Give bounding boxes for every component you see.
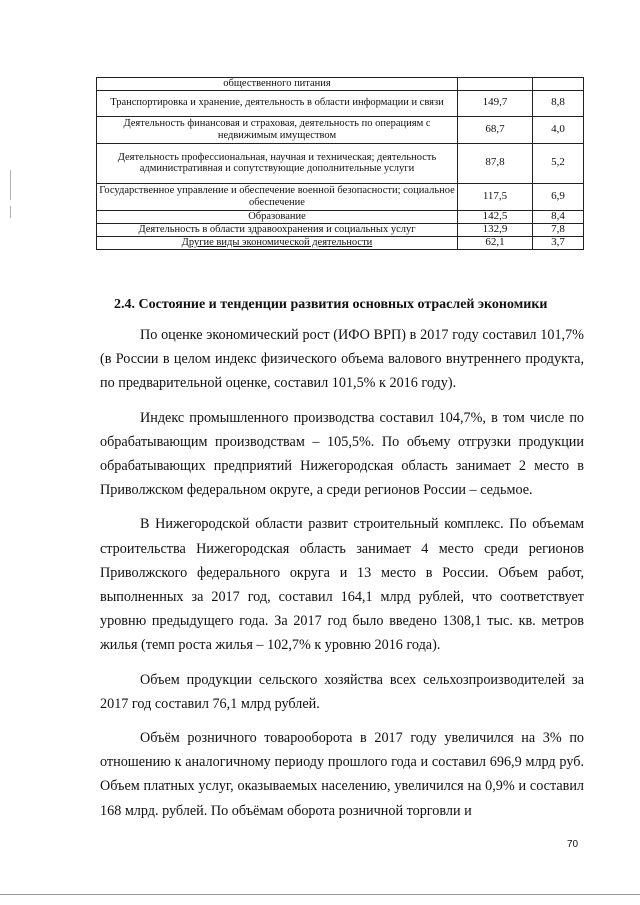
share-cell: 6,9 xyxy=(533,183,584,210)
value-cell: 149,7 xyxy=(458,90,533,116)
activity-name-cell: Образование xyxy=(97,210,458,223)
activity-name-text: Другие виды экономической деятельности xyxy=(181,236,373,248)
value-cell: 68,7 xyxy=(458,116,533,143)
value-cell xyxy=(458,78,533,91)
activity-name-cell: Транспортировка и хранение, деятельность в области информации и связи xyxy=(97,90,458,116)
activity-name-cell xyxy=(97,236,458,249)
share-cell: 5,2 xyxy=(533,143,584,183)
section-heading: 2.4. Состояние и тенденции развития основных отраслей экономики xyxy=(114,297,548,312)
value-cell: 117,5 xyxy=(458,183,533,210)
share-cell: 3,7 xyxy=(533,236,584,249)
table-row xyxy=(97,116,584,143)
share-cell xyxy=(533,78,584,91)
activity-name-cell: Государственное управление и обеспечение военной безопасности; социальное обеспечение xyxy=(97,183,458,210)
activity-name-cell: Деятельность финансовая и страховая, деятельность по операциям с недвижимым имуществом xyxy=(97,116,458,143)
paragraph: Индекс промышленного производства составил 104,7%, в том числе по обрабатывающим производствам – 105,5%. По объему отгрузки продукции обрабатывающих предприятий Нижегородская область занимает 2 место в Приволжском федеральном округе, а среди регионов России – седьмое. xyxy=(100,409,584,499)
economic-activity-table xyxy=(96,77,584,250)
table-row xyxy=(97,143,584,183)
bottom-rule xyxy=(0,894,640,895)
value-cell: 87,8 xyxy=(458,143,533,183)
paragraph: По оценке экономический рост (ИФО ВРП) в 2017 году составил 101,7% (в России в целом индекс физического объема валового внутреннего продукта, по предварительной оценке, составил 101,5% к 2016 году). xyxy=(100,327,584,392)
table-row xyxy=(97,183,584,210)
margin-mark xyxy=(10,206,11,218)
section-body xyxy=(100,323,584,833)
table-row xyxy=(97,223,584,236)
paragraph: В Нижегородской области развит строительный комплекс. По объемам строительства Нижегородская область занимает 4 место среди регионов Приволжского федерального округа и 13 место в России. Объем работ, выполненных за 2017 год, составил 164,1 млрд рублей, что соответствует уровню предыдущего года. За 2017 год было введено 1308,1 тыс. кв. метров жилья (темп роста жилья – 102,7% к уровню 2016 года). xyxy=(100,516,584,654)
activity-name-cell: Деятельность в области здравоохранения и социальных услуг xyxy=(97,223,458,236)
activity-name-cell: общественного питания xyxy=(97,78,458,91)
margin-mark xyxy=(10,170,11,200)
share-cell: 8,8 xyxy=(533,90,584,116)
share-cell: 7,8 xyxy=(533,223,584,236)
value-cell: 142,5 xyxy=(458,210,533,223)
page-number: 70 xyxy=(567,839,579,850)
paragraph: Объем продукции сельского хозяйства всех сельхозпроизводителей за 2017 год составил 76,1 млрд рублей. xyxy=(100,671,584,712)
paragraph: Объём розничного товарооборота в 2017 году увеличился на 3% по отношению к аналогичному периоду прошлого года и составил 696,9 млрд руб. Объем платных услуг, оказываемых населению, увеличился на 0,9% и составил 168 млрд. рублей. По объёмам оборота розничной торговли и xyxy=(100,730,584,819)
table-row xyxy=(97,90,584,116)
share-cell: 4,0 xyxy=(533,116,584,143)
table-row xyxy=(97,236,584,249)
table-row xyxy=(97,210,584,223)
table-row xyxy=(97,78,584,91)
activity-name-cell: Деятельность профессиональная, научная и техническая; деятельность административная и сопутствующие дополнительные услуги xyxy=(97,143,458,183)
value-cell: 132,9 xyxy=(458,223,533,236)
share-cell: 8,4 xyxy=(533,210,584,223)
value-cell: 62,1 xyxy=(458,236,533,249)
